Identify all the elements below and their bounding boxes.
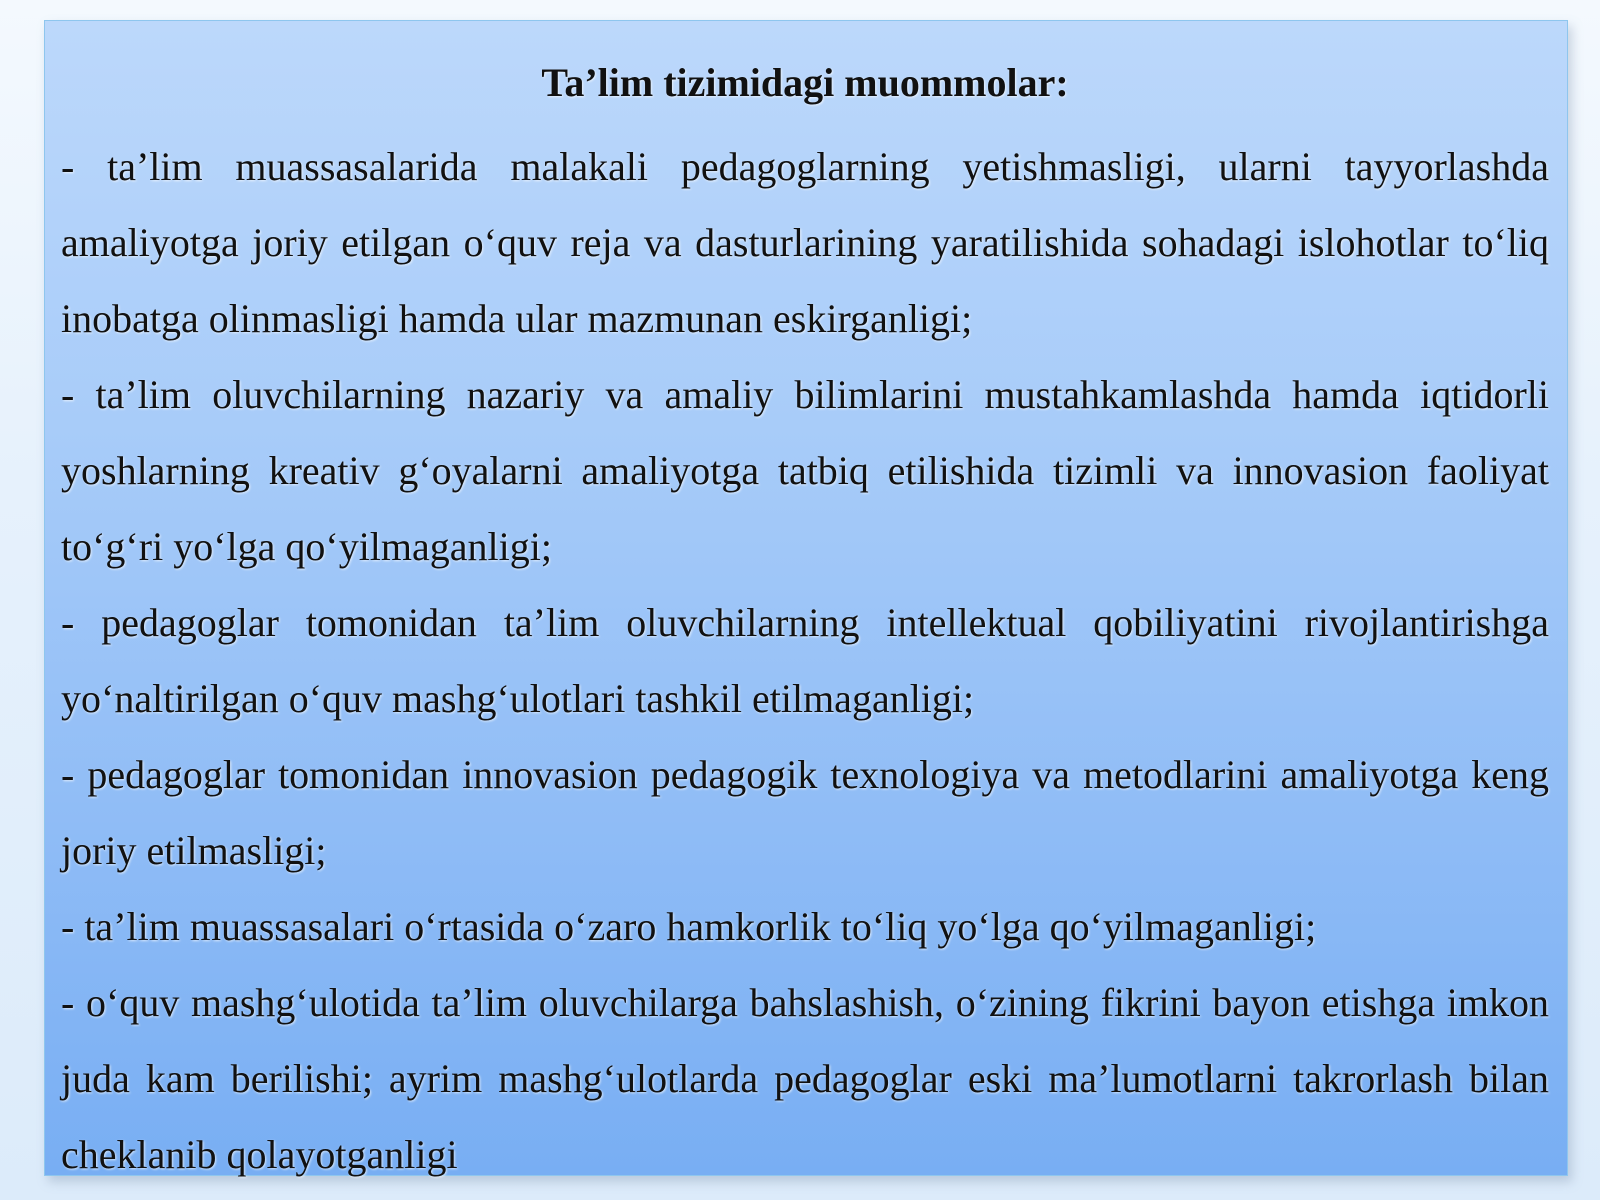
- slide-panel: [44, 20, 1568, 1176]
- problem-list: [61, 129, 1549, 1193]
- problem-item: - o‘quv mashg‘ulotida ta’lim oluvchilarga bahslashish, o‘zining fikrini bayon etishga imkon juda kam berilishi; ayrim mashg‘ulotlarda pedagoglar eski ma’lumotlarni takrorlash bilan cheklanib qolayotganligi: [61, 980, 1549, 1177]
- problem-item: - ta’lim oluvchilarning nazariy va amaliy bilimlarini mustahkamlashda hamda iqtidorli yoshlarning kreativ g‘oyalarni amaliyotga tatbiq etilishida tizimli va innovasion faoliyat to‘g‘ri yo‘lga qo‘yilmaganligi;: [61, 372, 1549, 569]
- problem-item: - ta’lim muassasalarida malakali pedagoglarning yetishmasligi, ularni tayyorlashda amaliyotga joriy etilgan o‘quv reja va dasturlarining yaratilishida sohadagi islohotlar to‘liq inobatga olinmasligi hamda ular mazmunan eskirganligi;: [61, 144, 1549, 341]
- problem-item: - pedagoglar tomonidan ta’lim oluvchilarning intellektual qobiliyatini rivojlantirishga yo‘naltirilgan o‘quv mashg‘ulotlari tashkil etilmaganligi;: [61, 600, 1549, 721]
- slide-title: Ta’lim tizimidagi muommolar:: [541, 60, 1069, 105]
- problem-item: - ta’lim muassasalari o‘rtasida o‘zaro hamkorlik to‘liq yo‘lga qo‘yilmaganligi;: [61, 904, 1317, 949]
- problem-item: - pedagoglar tomonidan innovasion pedagogik texnologiya va metodlarini amaliyotga keng joriy etilmasligi;: [61, 752, 1549, 873]
